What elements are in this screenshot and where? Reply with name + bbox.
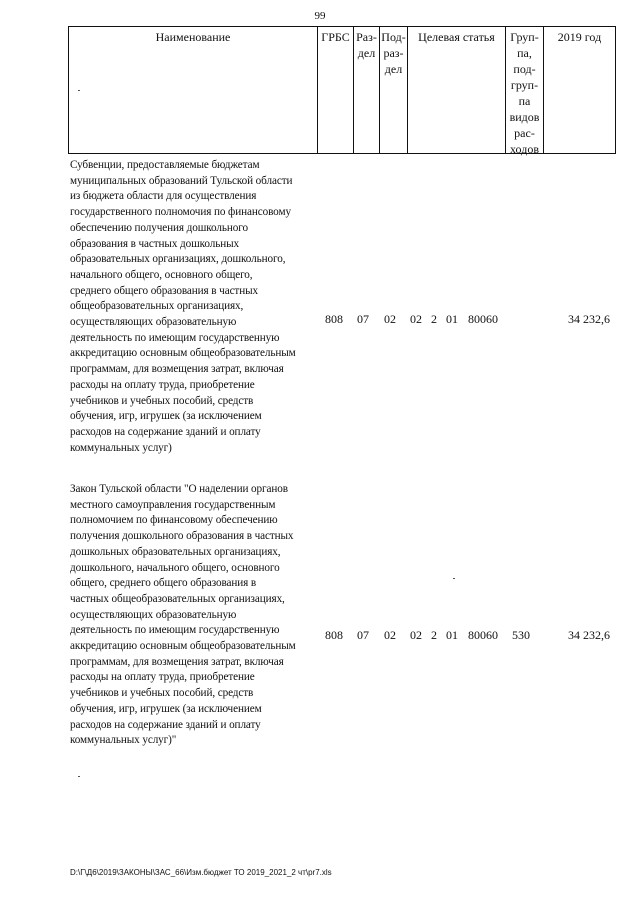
row-2-target-event: 01	[446, 628, 458, 642]
row-1-razdel: 07	[357, 312, 369, 326]
header-podrazdel: Под- раз- дел	[379, 27, 407, 153]
table-header	[68, 26, 616, 154]
page-number: 99	[314, 10, 326, 22]
row-2-target-program: 02	[410, 628, 422, 642]
row-1-grbs: 808	[325, 312, 343, 326]
row-1-description: Субвенции, предоставляемые бюджетам муниципальных образований Тульской области из бюджета области для осуществления государственного полномочия по финансовому обеспечению получения дошкольного образования в частных дошкольных образовательных организациях, дошкольного, начального общего, основного общего, среднего общего образования в частных общеобразовательных организациях, осуществляющих образовательную деятельность по имеющим государственную аккредитацию основным общеобразовательным программам, для возмещения затрат, включая расходы на оплату труда, приобретение учебников и учебных пособий, средств обучения, игр, игрушек (за исключением расходов на содержание зданий и оплату коммунальных услуг)	[70, 159, 296, 454]
row-1-podrazdel: 02	[384, 312, 396, 326]
row-1-target-event: 01	[446, 312, 458, 326]
header-name: Наименование	[155, 30, 231, 44]
scan-speck	[78, 776, 80, 777]
row-1-target-subprogram: 2	[431, 312, 437, 326]
header-grbs: ГРБС	[317, 27, 353, 153]
row-2-podrazdel: 02	[384, 628, 396, 642]
scan-speck	[453, 578, 455, 579]
footer-file-path: D:\Г\Д6\2019\ЗАКОНЫ\ЗАС_66\Изм.бюджет ТО 2019_2021_2 чт\pr7.xls	[70, 868, 332, 877]
header-group: Груп- па, под- груп- па видов рас- ходов	[505, 27, 543, 153]
row-1-amount: 34 232,6	[568, 312, 610, 326]
row-2-target-subprogram: 2	[431, 628, 437, 642]
row-2-description: Закон Тульской области "О наделении органов местного самоуправления государственным полномочием по финансовому обеспечению получения дошкольного образования в частных дошкольных образовательных организациях, дошкольного, начального общего, основного общего, среднего общего образования в частных общеобразовательных организациях, осуществляющих образовательную деятельность по имеющим государственную аккредитацию основным общеобразовательным программам, для возмещения затрат, включая расходы на оплату труда, приобретение учебников и учебных пособий, средств обучения, игр, игрушек (за исключением расходов на содержание зданий и оплату коммунальных услуг)"	[70, 483, 296, 747]
header-year: 2019 год	[543, 27, 615, 153]
row-2-group: 530	[512, 628, 530, 642]
row-2-amount: 34 232,6	[568, 628, 610, 642]
header-target: Целевая статья	[407, 27, 505, 153]
row-2-grbs: 808	[325, 628, 343, 642]
row-1-target-direction: 80060	[468, 312, 498, 326]
header-razdel: Раз- дел	[353, 27, 379, 153]
scan-speck	[78, 90, 80, 91]
row-1-target-program: 02	[410, 312, 422, 326]
row-2-target-direction: 80060	[468, 628, 498, 642]
row-2-razdel: 07	[357, 628, 369, 642]
